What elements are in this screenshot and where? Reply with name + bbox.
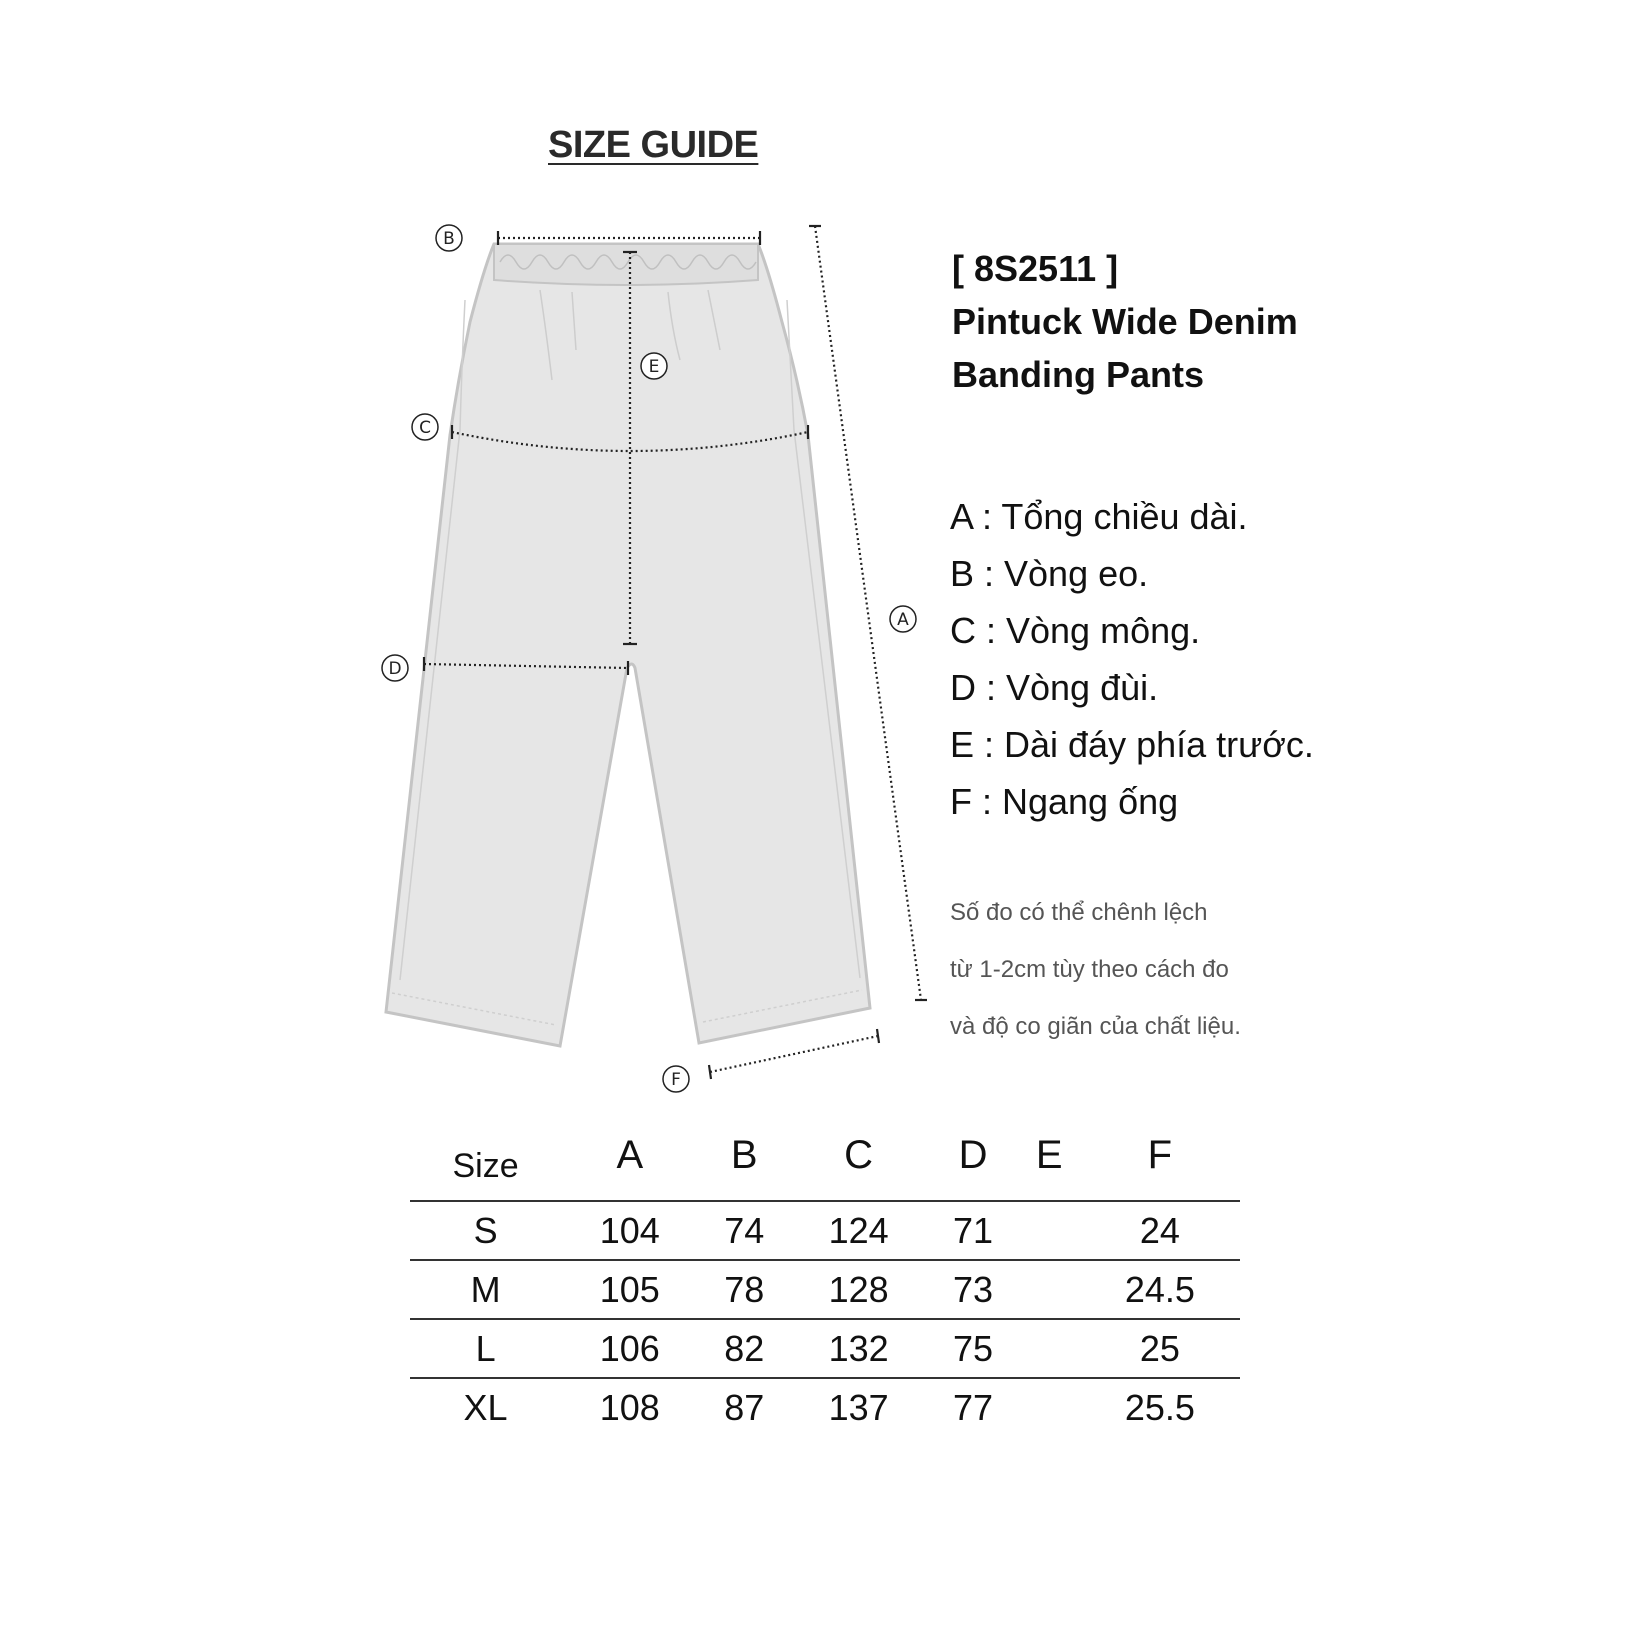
table-cell: 108	[561, 1378, 698, 1436]
legend-item: B : Vòng eo.	[950, 553, 1149, 594]
svg-text:F: F	[671, 1070, 681, 1090]
table-cell: 77	[927, 1378, 1019, 1436]
table-cell: 74	[698, 1201, 790, 1260]
legend-item: F : Ngang ống	[950, 781, 1179, 822]
column-header: A	[616, 1132, 644, 1177]
table-cell: 25	[1080, 1319, 1240, 1378]
marker-c	[412, 414, 438, 440]
product-name-line1: Pintuck Wide Denim	[952, 301, 1298, 342]
svg-text:C: C	[419, 418, 431, 438]
note-line: và độ co giãn của chất liệu.	[950, 1013, 1241, 1040]
table-cell: 75	[927, 1319, 1019, 1378]
table-cell	[1019, 1260, 1080, 1319]
page-title: SIZE GUIDE	[548, 124, 759, 166]
svg-text:B: B	[443, 229, 455, 249]
product-info	[952, 242, 1298, 401]
table-cell	[1019, 1319, 1080, 1378]
table-cell: 128	[790, 1260, 927, 1319]
legend-item: E : Dài đáy phía trước.	[950, 724, 1314, 765]
table-row	[410, 1260, 1240, 1319]
table-cell: 25.5	[1080, 1378, 1240, 1436]
measurement-note	[950, 884, 1241, 1055]
table-cell: 105	[561, 1260, 698, 1319]
table-cell: 24	[1080, 1201, 1240, 1260]
column-header: C	[844, 1132, 874, 1177]
marker-d	[382, 655, 408, 681]
legend-item: D : Vòng đùi.	[950, 667, 1159, 708]
table-cell: 132	[790, 1319, 927, 1378]
column-header: D	[958, 1132, 988, 1177]
table-header-row	[410, 1110, 1240, 1201]
table-cell: 73	[927, 1260, 1019, 1319]
note-line: Số đo có thể chênh lệch	[950, 899, 1208, 926]
marker-a	[890, 606, 916, 632]
table-cell: L	[410, 1319, 561, 1378]
legend-item: C : Vòng mông.	[950, 610, 1201, 651]
column-header: Size	[452, 1147, 519, 1185]
marker-b	[436, 225, 462, 251]
note-line: từ 1-2cm tùy theo cách đo	[950, 956, 1229, 983]
table-cell: 124	[790, 1201, 927, 1260]
table-cell: M	[410, 1260, 561, 1319]
size-table	[410, 1110, 1240, 1436]
table-row	[410, 1201, 1240, 1260]
table-row	[410, 1319, 1240, 1378]
table-cell: XL	[410, 1378, 561, 1436]
table-cell	[1019, 1201, 1080, 1260]
table-cell: 104	[561, 1201, 698, 1260]
svg-text:A: A	[897, 610, 909, 630]
column-header: E	[1035, 1132, 1063, 1177]
table-cell: 24.5	[1080, 1260, 1240, 1319]
product-name-line2: Banding Pants	[952, 354, 1205, 395]
table-cell: S	[410, 1201, 561, 1260]
marker-e	[641, 353, 667, 379]
table-cell: 82	[698, 1319, 790, 1378]
legend-item: A : Tổng chiều dài.	[950, 496, 1248, 537]
table-row	[410, 1378, 1240, 1436]
column-header: B	[730, 1132, 758, 1177]
table-cell: 137	[790, 1378, 927, 1436]
column-header: F	[1147, 1132, 1173, 1177]
product-code: [ 8S2511 ]	[952, 248, 1119, 289]
marker-f	[663, 1066, 689, 1092]
table-cell: 71	[927, 1201, 1019, 1260]
table-cell: 78	[698, 1260, 790, 1319]
table-cell: 87	[698, 1378, 790, 1436]
svg-text:E: E	[648, 357, 660, 377]
measurement-legend	[950, 488, 1314, 830]
svg-text:D: D	[388, 659, 402, 679]
table-cell	[1019, 1378, 1080, 1436]
table-cell: 106	[561, 1319, 698, 1378]
